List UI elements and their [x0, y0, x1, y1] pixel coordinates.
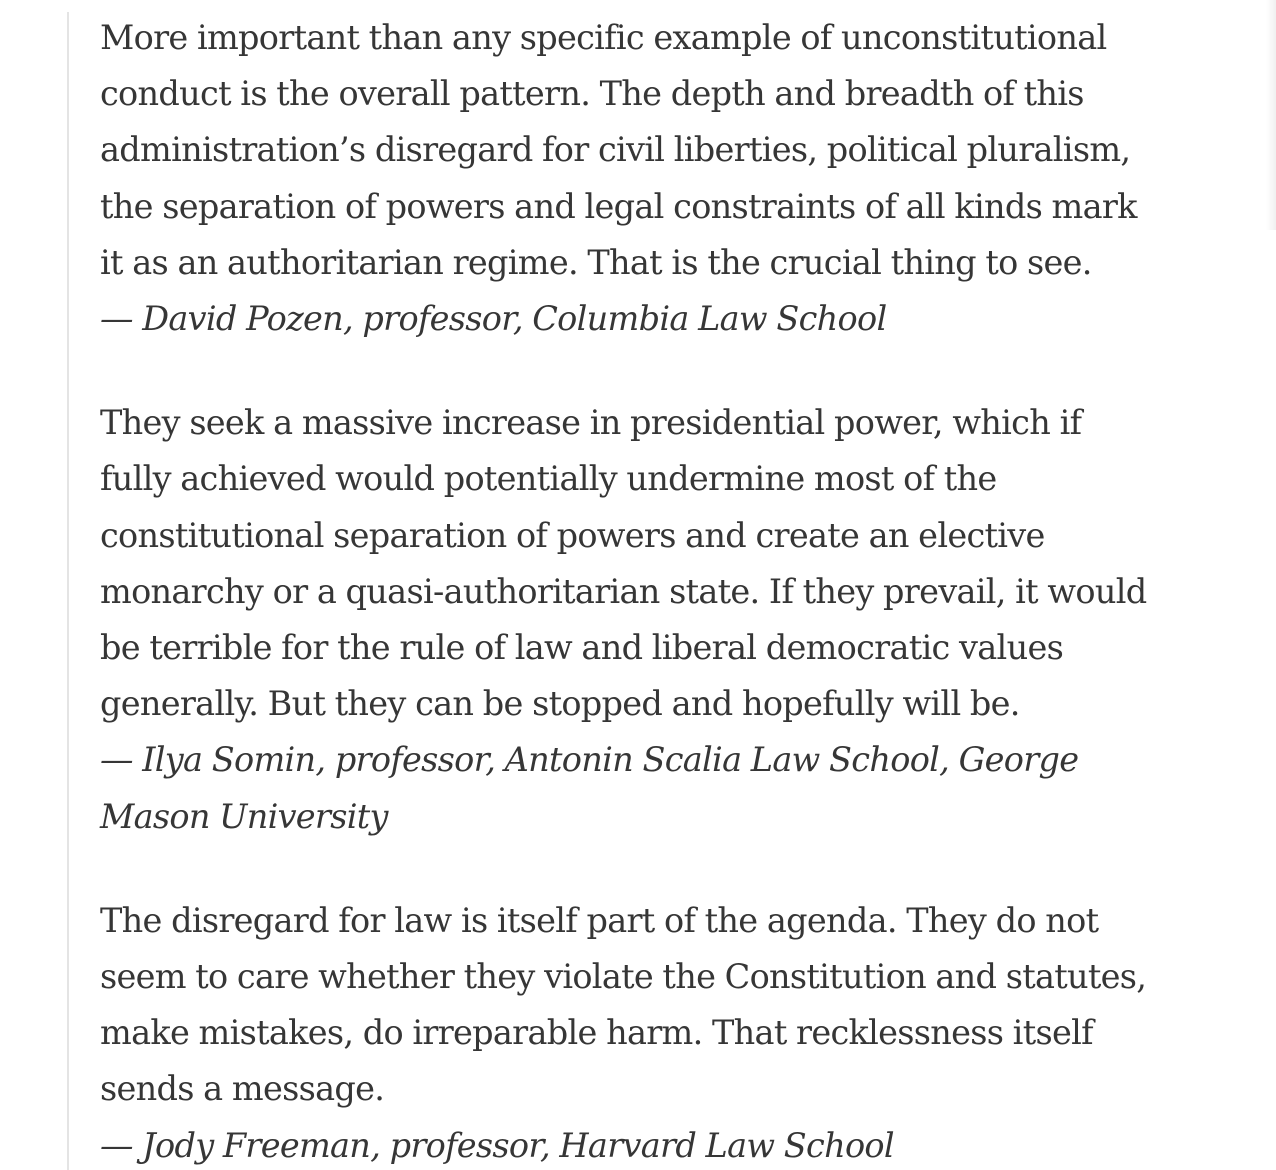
quote-text: The disregard for law is itself part of the agenda. They do not seem to care whether they violate the Constitution and statutes, make mistakes, do irreparable harm. That recklessness itself sends a message.: [100, 900, 1147, 1109]
quote-text: They seek a massive increase in presidential power, which if fully achieved would potentially undermine most of the constitutional separation of powers and create an elective monarchy or a quasi-authoritarian state. If they prevail, it would be terrible for the rule of law and liberal democratic values generally. But they can be stopped and hopefully will be.: [100, 403, 1147, 724]
quote-attribution: — Ilya Somin, professor, Antonin Scalia Law School, George Mason University: [100, 740, 1079, 836]
quote-list: [100, 10, 1160, 1170]
edge-shadow: [1266, 0, 1276, 230]
quote-attribution: — Jody Freeman, professor, Harvard Law School: [100, 1125, 894, 1165]
quote-item: [100, 395, 1160, 845]
quote-attribution: — David Pozen, professor, Columbia Law School: [100, 299, 887, 339]
blockquote-rule: [67, 12, 69, 1170]
quote-item: [100, 893, 1160, 1170]
quote-item: [100, 10, 1160, 347]
quote-text: More important than any specific example of unconstitutional conduct is the overall pattern. The depth and breadth of this administration’s disregard for civil liberties, political pluralism, the separation of powers and legal constraints of all kinds mark it as an authoritarian regime. That is the crucial thing to see.: [100, 18, 1137, 282]
